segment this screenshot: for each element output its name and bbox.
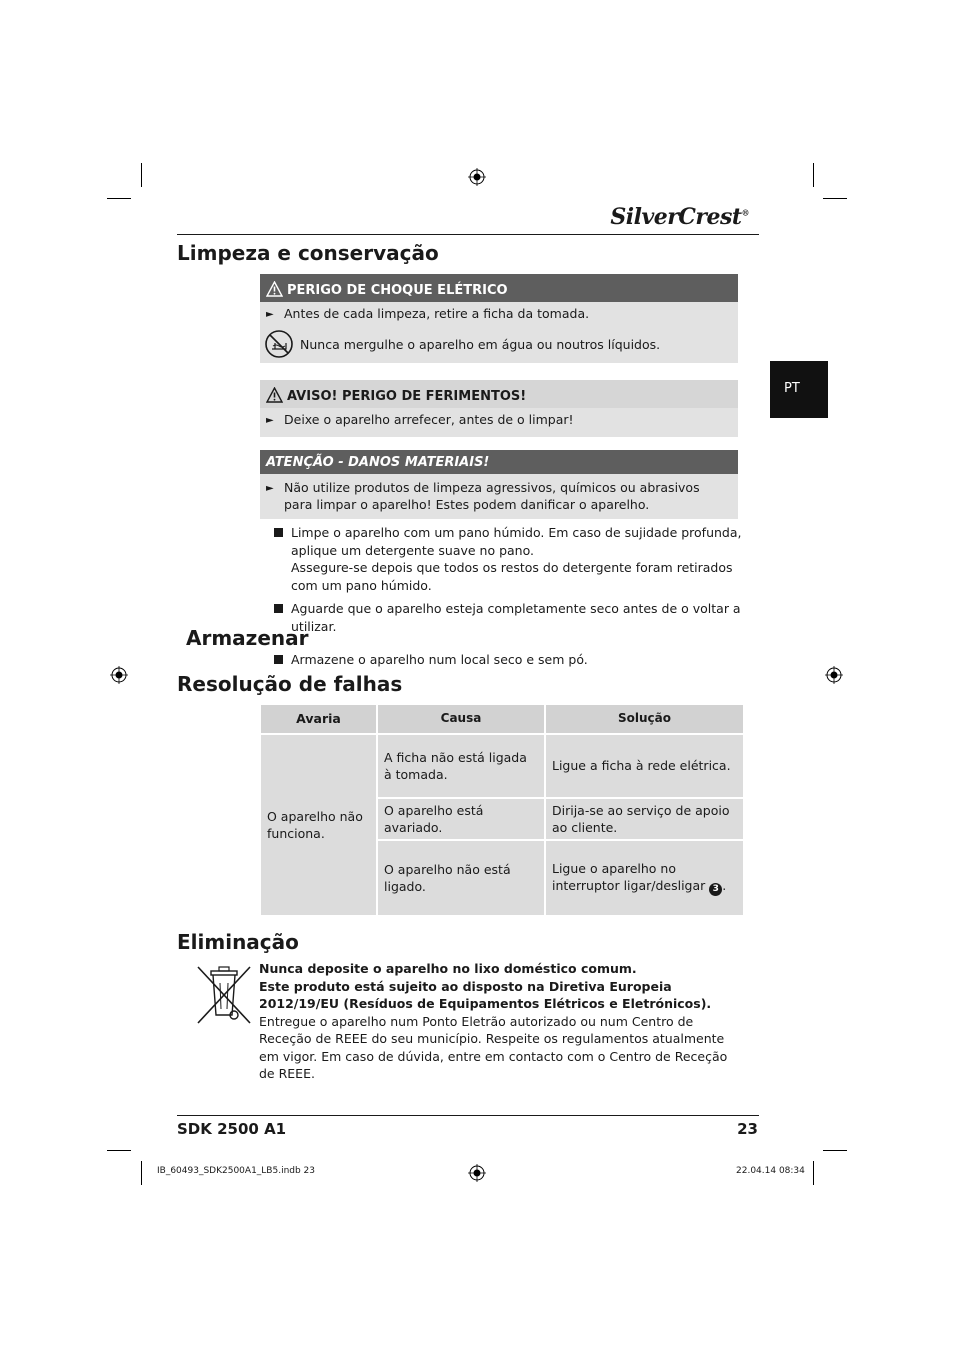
solution-cell: Ligue a ficha à rede elétrica. xyxy=(546,735,743,797)
no-immersion-icon xyxy=(264,329,294,359)
warning-header xyxy=(260,380,738,408)
arrow-right-icon: ► xyxy=(266,483,274,494)
registration-mark-icon xyxy=(468,168,486,186)
bullet-square-icon xyxy=(274,604,283,613)
warning-line xyxy=(266,411,728,429)
registration-mark-icon xyxy=(468,1164,486,1182)
crop-mark xyxy=(107,198,131,199)
solution-cell: Ligue o aparelho no interruptor ligar/desligar 3 . xyxy=(546,841,743,915)
cause-cell: O aparelho não está ligado. xyxy=(378,841,544,915)
crossed-bin-icon xyxy=(194,963,254,1025)
section-title-disposal: Eliminação xyxy=(177,930,299,954)
warning-triangle-icon xyxy=(266,387,283,403)
arrow-right-icon: ► xyxy=(266,309,274,320)
footer-rule xyxy=(177,1115,759,1116)
list-item xyxy=(274,600,744,635)
warning-triangle-icon xyxy=(266,281,283,297)
warning-header xyxy=(260,450,738,474)
arrow-right-icon: ► xyxy=(266,415,274,426)
warning-text: Antes de cada limpeza, retire a ficha da tomada. xyxy=(284,306,590,321)
bullet-square-icon xyxy=(274,655,283,664)
warning-line xyxy=(266,305,728,323)
warning-box-electric xyxy=(260,274,738,363)
warning-text: Não utilize produtos de limpeza agressivos, químicos ou abrasivos para limpar o aparelho! Estes podem danificar o aparelho. xyxy=(284,480,700,512)
warning-text: Deixe o aparelho arrefecer, antes de o limpar! xyxy=(284,412,574,427)
registration-mark-icon xyxy=(825,666,843,684)
step-text: Aguarde que o aparelho esteja completamente seco antes de o voltar a utilizar. xyxy=(291,601,741,634)
brand-logo xyxy=(610,204,749,230)
column-header-cause: Causa xyxy=(378,705,544,733)
warning-body xyxy=(260,408,738,437)
registration-mark-icon xyxy=(110,666,128,684)
warning-header xyxy=(260,274,738,302)
table-header-row xyxy=(261,705,743,733)
language-label: PT xyxy=(784,381,800,396)
disposal-text-block xyxy=(259,960,729,1083)
warning-title: PERIGO DE CHOQUE ELÉTRICO xyxy=(287,283,508,298)
language-tab xyxy=(770,361,828,418)
section-title-storage: Armazenar xyxy=(186,626,309,650)
disposal-text: Entregue o aparelho num Ponto Eletrão autorizado ou num Centro de Receção de REEE do seu município. Respeite os regulamentos atualmente em vigor. Em caso de dúvida, entre em contacto com o Centro de Receção de REEE. xyxy=(259,1013,728,1081)
crop-mark xyxy=(107,1150,131,1151)
cause-cell: O aparelho está avariado. xyxy=(378,799,544,839)
section-title-troubleshooting: Resolução de falhas xyxy=(177,672,403,696)
footer-model: SDK 2500 A1 xyxy=(177,1120,287,1138)
warning-line xyxy=(266,479,728,513)
warning-title: AVISO! PERIGO DE FERIMENTOS! xyxy=(287,389,527,404)
column-header-solution: Solução xyxy=(546,705,743,733)
bullet-square-icon xyxy=(274,528,283,537)
print-slug-file: IB_60493_SDK2500A1_LB5.indb 23 xyxy=(157,1166,316,1176)
header-rule xyxy=(177,234,759,235)
step-extra: Assegure-se depois que todos os restos do detergente foram retirados com um pano húmido. xyxy=(291,560,733,593)
list-item xyxy=(274,651,744,669)
reference-number-badge: 3 xyxy=(709,883,722,896)
crop-mark xyxy=(823,198,847,199)
crop-mark xyxy=(813,1161,814,1185)
warning-title: ATENÇÃO - DANOS MATERIAIS! xyxy=(266,455,490,470)
warning-line xyxy=(266,329,728,359)
warning-box-injury xyxy=(260,380,738,437)
cause-cell: A ficha não está ligada à tomada. xyxy=(378,735,544,797)
table-row xyxy=(261,735,743,797)
brand-mark: ® xyxy=(741,207,749,218)
page-number: 23 xyxy=(737,1120,758,1138)
solution-text: Ligue o aparelho no interruptor ligar/desligar xyxy=(552,860,706,894)
crop-mark xyxy=(813,163,814,187)
solution-cell: Dirija-se ao serviço de apoio ao cliente. xyxy=(546,799,743,839)
crop-mark xyxy=(823,1150,847,1151)
warning-text: Nunca mergulhe o aparelho em água ou noutros líquidos. xyxy=(300,336,661,352)
warning-body xyxy=(260,474,738,519)
crop-mark xyxy=(141,163,142,187)
storage-steps xyxy=(274,651,744,669)
step-text: Armazene o aparelho num local seco e sem pó. xyxy=(291,652,588,667)
brand-main: Silver xyxy=(610,204,679,230)
disposal-bold-2: Este produto está sujeito ao disposto na Diretiva Europeia 2012/19/EU (Resíduos de Equipamentos Elétricos e Eletrónicos). xyxy=(259,978,712,1011)
warning-body xyxy=(260,302,738,363)
cleaning-steps xyxy=(274,524,744,635)
column-header-fault: Avaria xyxy=(261,705,376,733)
print-slug-date: 22.04.14 08:34 xyxy=(736,1166,805,1176)
list-item xyxy=(274,524,744,594)
fault-cell: O aparelho não funciona. xyxy=(261,735,376,915)
step-text: Limpe o aparelho com um pano húmido. Em caso de sujidade profunda, aplique um detergente suave no pano. xyxy=(291,525,742,558)
warning-box-material xyxy=(260,450,738,519)
brand-second: Crest xyxy=(678,204,742,230)
disposal-bold-1: Nunca deposite o aparelho no lixo doméstico comum. xyxy=(259,961,637,976)
troubleshooting-table xyxy=(259,703,745,917)
section-title-cleaning: Limpeza e conservação xyxy=(177,241,439,265)
crop-mark xyxy=(141,1161,142,1185)
